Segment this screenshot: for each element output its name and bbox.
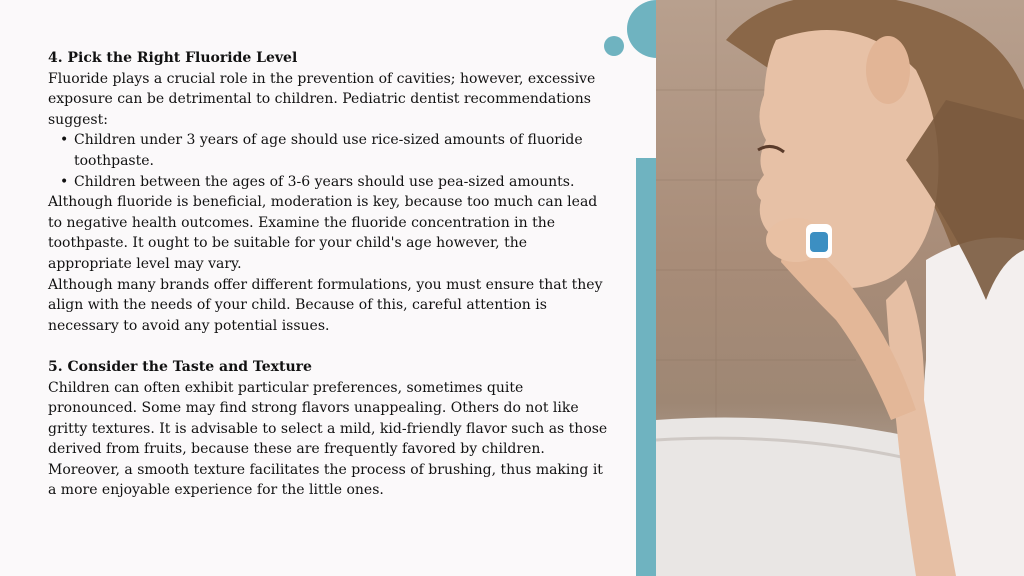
- section-4-heading: 4. Pick the Right Fluoride Level: [48, 50, 298, 66]
- section-4-paragraph-2: Although many brands offer different formulations, you must ensure that they align with the needs of your child. Because of this, careful attention is necessary to avoid any potential issues.: [48, 276, 603, 334]
- bullet-item: • Children between the ages of 3-6 years should use pea-sized amounts.: [74, 172, 608, 193]
- section-4-paragraph-1: Although fluoride is beneficial, moderation is key, because too much can lead to negative health outcomes. Examine the fluoride concentration in the toothpaste. It ought to be suitable for your child's age however, the appropriate level may vary.: [48, 194, 598, 272]
- bullet-item: • Children under 3 years of age should use rice-sized amounts of fluoride toothpaste.: [74, 130, 608, 171]
- text-column: [48, 48, 608, 501]
- child-brushing-teeth-photo: [656, 0, 1024, 576]
- decorative-teal-bar: [636, 158, 656, 576]
- section-5-heading: 5. Consider the Taste and Texture: [48, 358, 312, 375]
- decorative-circle-small: [604, 36, 624, 56]
- section-4-intro: Fluoride plays a crucial role in the prevention of cavities; however, excessive exposure can be detrimental to children. Pediatric dentist recommendations suggest:: [48, 70, 596, 128]
- spacer: [48, 336, 608, 357]
- photo-illustration: [656, 0, 1024, 576]
- section-5-body: Children can often exhibit particular preferences, sometimes quite pronounced. Some may find strong flavors unappealing. Others do not like gritty textures. It is advisable to select a mild, kid-friendly flavor such as those derived from fruits, because these are frequently favored by children. Moreover, a smooth texture facilitates the process of brushing, thus making it a more enjoyable experience for the little ones.: [48, 379, 608, 499]
- fluoride-bullet-list: [48, 130, 608, 192]
